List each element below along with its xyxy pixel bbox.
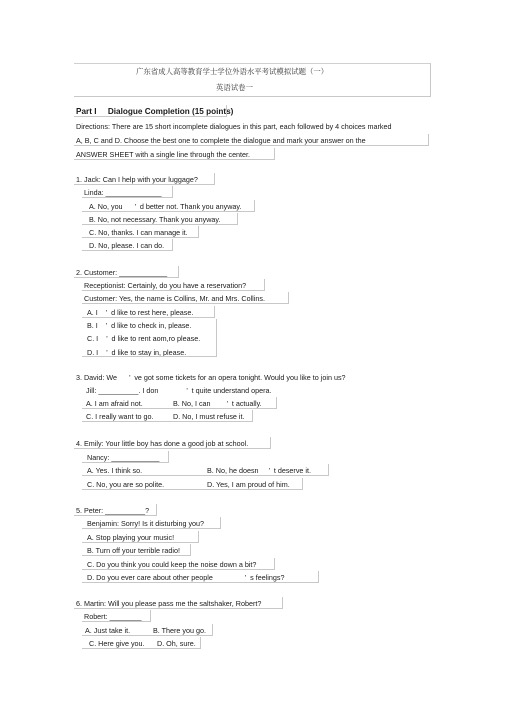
q4-reply: Nancy: ____________ (87, 453, 160, 462)
q5-option-a[interactable]: A. Stop playing your music! (87, 533, 175, 542)
q1-stem-box (74, 173, 215, 185)
part-heading: Part I Dialogue Completion (15 points) (76, 107, 234, 116)
q5-stem: 5. Peter: __________? (76, 506, 150, 515)
q4-option-c[interactable]: C. No, you are so polite. (87, 480, 165, 489)
directions-line-2: A, B, C and D. Choose the best one to complete the dialogue and mark your answer on the (76, 136, 366, 145)
q4-option-a[interactable]: A. Yes. I think so. (87, 466, 143, 475)
q3-option-d[interactable]: D. No, I must refuse it. (173, 412, 245, 421)
q1-stem: 1. Jack: Can I help with your luggage? (76, 175, 198, 184)
q1-option-a[interactable]: A. No, you ’ d better not. Thank you anyway. (89, 202, 242, 211)
q6-option-c[interactable]: C. Here give you. (89, 639, 145, 648)
q6-reply: Robert: ________ (84, 612, 142, 621)
q4-cd-box (82, 478, 303, 490)
q6-ab-box (82, 624, 213, 636)
q3-option-a[interactable]: A. I am afraid not. (86, 399, 143, 408)
q1-c-box (82, 226, 199, 238)
q3-ab-box (82, 397, 277, 409)
q1-reply: Linda: ______________ (84, 188, 162, 197)
exam-subtitle: 英语试卷一 (216, 83, 253, 92)
q4-ab-box (82, 464, 329, 476)
q1-option-d[interactable]: D. No, please. I can do. (89, 241, 165, 250)
q5-a-box (82, 531, 199, 543)
q1-option-b[interactable]: B. No, not necessary. Thank you anyway. (89, 215, 221, 224)
q1-d-box (82, 239, 173, 251)
q6-option-b[interactable]: B. There you go. (153, 626, 207, 635)
directions-box-3 (74, 148, 275, 160)
q5-reply: Benjamin: Sorry! Is it disturbing you? (87, 519, 205, 528)
exam-title: 广东省成人高等教育学士学位外语水平考试模拟试题（一） (136, 67, 329, 76)
q1-option-c[interactable]: C. No, thanks. I can manage it. (89, 228, 188, 237)
q5-option-d[interactable]: D. Do you ever care about other people ’ s feelings? (87, 573, 285, 582)
q1-a-box (82, 200, 255, 212)
directions-line-3: ANSWER SHEET with a single line through the center. (76, 150, 251, 159)
q2-bcd-box (82, 319, 217, 357)
q3-option-c[interactable]: C. I really want to go. (86, 412, 154, 421)
q3-reply: Jill: __________. I don ’ t quite understand opera. (86, 386, 272, 395)
q4-option-b[interactable]: B. No, he doesn ’ t deserve it. (207, 466, 312, 475)
heading-box (74, 105, 227, 117)
q2-line2-box (82, 292, 289, 304)
q2-option-d[interactable]: D. I ’ d like to stay in, please. (87, 348, 187, 357)
q1-b-box (82, 213, 238, 225)
q6-stem: 6. Martin: Will you please pass me the saltshaker, Robert? (76, 599, 262, 608)
q2-a-box (82, 306, 215, 318)
q5-option-c[interactable]: C. Do you think you could keep the noise down a bit? (87, 560, 257, 569)
q6-option-d[interactable]: D. Oh, sure. (157, 639, 196, 648)
q6-option-a[interactable]: A. Just take it. (85, 626, 131, 635)
q2-stem: 2. Customer: ____________ (76, 268, 168, 277)
q5-reply-box (82, 517, 221, 529)
q4-reply-box (82, 451, 169, 463)
directions-line-1: Directions: There are 15 short incomplete dialogues in this part, each followed by 4 choices marked (76, 122, 392, 131)
q5-c-box (82, 558, 275, 570)
q2-option-b[interactable]: B. I ’ d like to check in, please. (87, 321, 192, 330)
q3-option-b[interactable]: B. No, I can ’ t actually. (173, 399, 262, 408)
q3-cd-box (82, 410, 253, 422)
q2-line-2: Customer: Yes, the name is Collins, Mr. and Mrs. Collins. (84, 294, 265, 303)
q5-b-box (82, 544, 191, 556)
q1-reply-box (82, 186, 173, 198)
q5-option-b[interactable]: B. Turn off your terrible radio! (87, 546, 180, 555)
q2-stem-box (74, 266, 179, 278)
q2-option-a[interactable]: A. I ’ d like to rest here, please. (87, 308, 194, 317)
directions-box (74, 134, 429, 146)
q3-stem: 3. David: We ’ ve got some tickets for an opera tonight. Would you like to join us? (76, 373, 346, 382)
q4-stem: 4. Emily: Your little boy has done a good job at school. (76, 439, 249, 448)
q2-line1-box (82, 279, 265, 291)
q6-stem-box (74, 597, 283, 609)
q2-option-c[interactable]: C. I ’ d like to rent aom,ro please. (87, 334, 201, 343)
q5-d-box (82, 571, 319, 583)
q6-reply-box (82, 610, 151, 622)
q4-option-d[interactable]: D. Yes, I am proud of him. (207, 480, 290, 489)
q5-stem-box (74, 504, 157, 516)
q4-stem-box (74, 437, 271, 449)
q2-line-1: Receptionist: Certainly, do you have a reservation? (84, 281, 247, 290)
q6-cd-box (82, 637, 201, 649)
